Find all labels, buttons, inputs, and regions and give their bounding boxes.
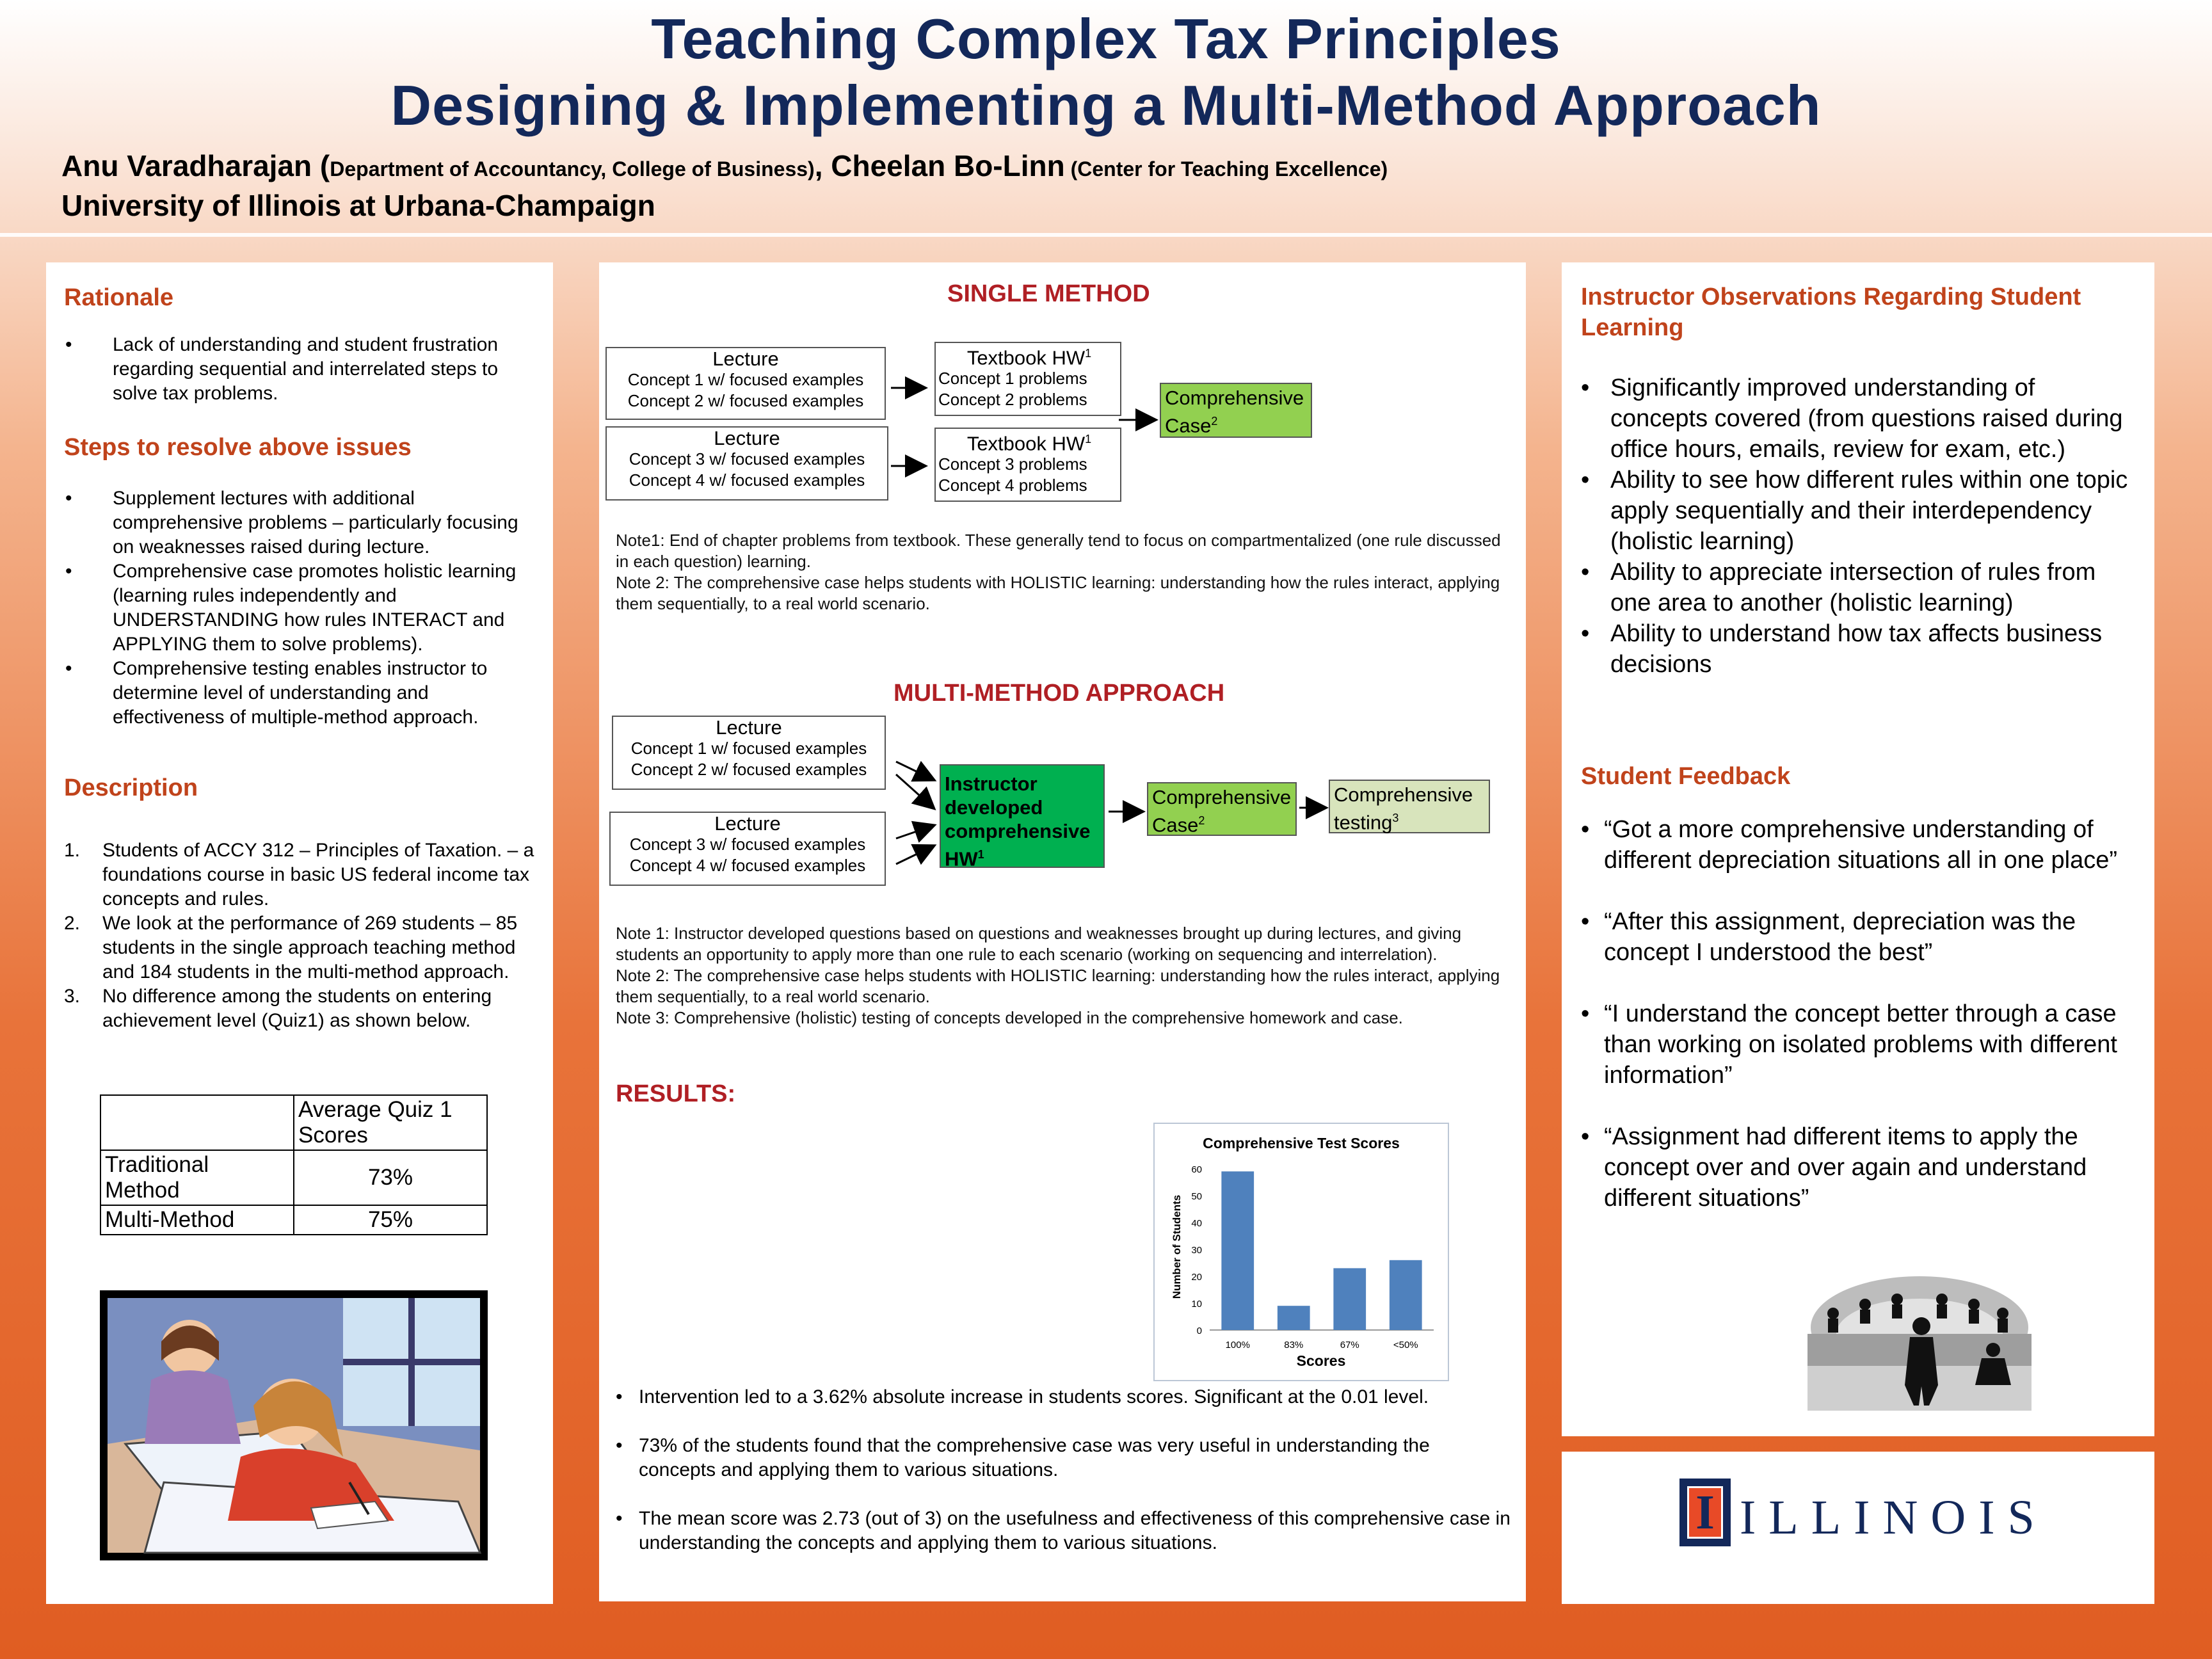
- illinois-wordmark: ILLINOIS: [1740, 1491, 2048, 1544]
- list-item-text: Ability to appreciate intersection of rules from one area to another (holistic learning): [1610, 559, 2096, 616]
- multi-method-notes: [616, 923, 1512, 1029]
- multi-method-heading: MULTI-METHOD APPROACH: [894, 680, 1225, 707]
- box-line: Concept 1 w/ focused examples: [627, 370, 864, 389]
- note-text: Note1: End of chapter problems from textbook. These generally tend to focus on compartmentalized (one rule discussed in each question) learning.: [616, 531, 1501, 571]
- box-title: Lecture: [714, 812, 781, 835]
- result-item: [616, 1385, 1512, 1409]
- list-item-text: We look at the performance of 269 students – 85 students in the single approach teaching method and 184 students in the multi-method approach.: [102, 913, 518, 982]
- textbook-hw-box-2: [934, 428, 1121, 502]
- comprehensive-test-scores-chart: [1153, 1123, 1449, 1381]
- description-item: [64, 838, 538, 911]
- box-title: Lecture: [716, 716, 782, 739]
- step-item: [65, 559, 539, 657]
- authors: [61, 148, 1388, 183]
- illinois-block-i-logo: [1679, 1479, 1731, 1546]
- list-marker: •: [616, 1386, 623, 1407]
- multi-comprehensive-case-box: [1147, 782, 1297, 836]
- list-marker: •: [1581, 559, 1590, 586]
- quiz-row-label: Multi-Method: [100, 1205, 294, 1235]
- footnote-mark: 2: [1198, 814, 1205, 827]
- step-item: [65, 486, 539, 559]
- single-method-heading: SINGLE METHOD: [947, 280, 1150, 307]
- note-text: Note 2: The comprehensive case helps students with HOLISTIC learning: understanding how the rules interact, applying them sequentially, to a real world scenario.: [616, 573, 1500, 613]
- chart-bar: [1221, 1171, 1254, 1330]
- observation-item: [1581, 618, 2138, 680]
- list-marker: •: [1581, 374, 1590, 401]
- quiz-score-table: [100, 1094, 488, 1235]
- box-title: Lecture: [712, 348, 779, 370]
- description-item: [64, 911, 538, 984]
- box-title: Comprehensive Case: [1165, 387, 1304, 437]
- left-panel: [46, 262, 553, 1604]
- quiz-table-empty-cell: [100, 1095, 294, 1150]
- right-panel: [1562, 262, 2154, 1436]
- list-item-text: Supplement lectures with additional comprehensive problems – particularly focusing on weaknesses raised during lecture.: [113, 488, 518, 557]
- note-text: Note 3: Comprehensive (holistic) testing of concepts developed in the comprehensive homework and case.: [616, 1008, 1403, 1027]
- list-marker: •: [616, 1435, 623, 1456]
- box-line: Concept 4 w/ focused examples: [629, 470, 865, 490]
- chart-bar: [1278, 1306, 1310, 1330]
- author-separator: ,: [814, 149, 831, 182]
- steps-heading: Steps to resolve above issues: [64, 434, 412, 461]
- x-tick-label: <50%: [1393, 1340, 1418, 1350]
- box-line: Concept 2 w/ focused examples: [627, 391, 864, 410]
- students-studying-illustration: [100, 1290, 488, 1560]
- logo-panel: [1562, 1452, 2154, 1604]
- box-title: Lecture: [714, 427, 780, 449]
- single-comprehensive-case-box: [1160, 383, 1312, 438]
- list-marker: •: [65, 334, 72, 355]
- box-line: Concept 1 problems: [938, 369, 1087, 389]
- list-marker: •: [1581, 467, 1590, 493]
- list-item-text: Comprehensive testing enables instructor to determine level of understanding and effectiveness of multiple-method approach.: [113, 658, 488, 728]
- list-item-text: Significantly improved understanding of concepts covered (from questions raised during office hours, emails, review for exam, etc.): [1610, 374, 2123, 463]
- rationale-list: [65, 333, 539, 406]
- lecture-hall-illustration: [1807, 1238, 2032, 1411]
- middle-panel: [599, 262, 1526, 1601]
- box-line: Concept 1 w/ focused examples: [630, 739, 867, 758]
- observations-heading: Instructor Observations Regarding Student Learning: [1581, 284, 2081, 341]
- footnote-mark: 2: [1211, 415, 1218, 428]
- textbook-hw-box-1: [934, 342, 1121, 416]
- list-marker: •: [65, 561, 72, 582]
- x-tick-label: 83%: [1284, 1340, 1304, 1350]
- poster-title-line2: Designing & Implementing a Multi-Method Approach: [390, 74, 1822, 137]
- observation-item: [1581, 373, 2138, 465]
- single-lecture-box-2: [605, 426, 888, 501]
- box-line: Concept 4 problems: [938, 476, 1087, 495]
- comprehensive-testing-box: [1329, 780, 1490, 833]
- box-line: Concept 3 w/ focused examples: [629, 449, 865, 469]
- lecture-hall-icon: [1807, 1238, 2032, 1411]
- box-title: Instructor developed comprehensive HW: [945, 773, 1091, 870]
- footnote-mark: 1: [977, 848, 984, 861]
- rationale-item: [65, 333, 539, 406]
- multi-lecture-box-2: [609, 812, 886, 886]
- results-heading: RESULTS:: [616, 1080, 736, 1107]
- feedback-item: [1581, 814, 2138, 876]
- result-item: [616, 1434, 1512, 1482]
- footnote-mark: 1: [1085, 433, 1092, 445]
- box-title: Comprehensive Case: [1152, 786, 1292, 837]
- quiz-row-value: 75%: [294, 1205, 487, 1235]
- result-item: [616, 1507, 1512, 1555]
- list-item-text: Ability to see how different rules within one topic apply sequentially and their interdependency (holistic learning): [1610, 467, 2128, 555]
- box-title: Textbook HW: [966, 432, 1086, 455]
- y-tick-label: 0: [1196, 1326, 1202, 1336]
- y-tick-label: 30: [1191, 1245, 1202, 1256]
- box-line: Concept 2 problems: [938, 390, 1087, 410]
- list-marker: •: [65, 488, 72, 509]
- list-marker: •: [65, 658, 72, 679]
- university: University of Illinois at Urbana-Champaign: [61, 189, 655, 222]
- box-line: Concept 3 w/ focused examples: [629, 835, 866, 854]
- list-item-text: Students of ACCY 312 – Principles of Taxation. – a foundations course in basic US federal income tax concepts and rules.: [102, 840, 534, 910]
- box-line: Concept 4 w/ focused examples: [629, 856, 866, 875]
- list-item-text: “Got a more comprehensive understanding of different depreciation situations all in one place”: [1604, 816, 2118, 874]
- description-heading: Description: [64, 774, 198, 801]
- y-tick-label: 10: [1191, 1299, 1202, 1310]
- list-item-text: Comprehensive case promotes holistic learning (learning rules independently and UNDERSTANDING how rules INTERACT and APPLYING them to solve problems).: [113, 561, 517, 655]
- y-tick-label: 20: [1191, 1272, 1202, 1283]
- list-marker: •: [1581, 816, 1590, 843]
- single-lecture-box-1: [605, 347, 886, 420]
- box-title: Comprehensive testing: [1334, 783, 1473, 834]
- description-list: [64, 838, 538, 1033]
- students-studying-icon: [100, 1290, 488, 1560]
- instructor-hw-box: [940, 764, 1105, 868]
- author2-name: Cheelan Bo-Linn: [831, 149, 1065, 182]
- list-item-text: 73% of the students found that the comprehensive case was very useful in understanding the concepts and applying them to various situations.: [639, 1435, 1430, 1480]
- observation-item: [1581, 465, 2138, 557]
- student-feedback-list: [1581, 814, 2138, 1244]
- quiz-row-value: 73%: [294, 1150, 487, 1205]
- y-tick-label: 40: [1191, 1218, 1202, 1229]
- x-tick-label: 67%: [1340, 1340, 1359, 1350]
- footnote-mark: 3: [1392, 812, 1399, 824]
- list-item-text: “I understand the concept better through a case than working on isolated problems with different information”: [1604, 1000, 2117, 1089]
- note-text: Note 2: The comprehensive case helps students with HOLISTIC learning: understanding how the rules interact, applying them sequentially, to a real world scenario.: [616, 966, 1500, 1006]
- list-marker: •: [616, 1508, 623, 1529]
- list-marker: •: [1581, 1000, 1590, 1027]
- poster-title-line1: Teaching Complex Tax Principles: [651, 7, 1561, 70]
- rationale-heading: Rationale: [64, 284, 174, 311]
- feedback-item: [1581, 998, 2138, 1091]
- list-marker: •: [1581, 620, 1590, 647]
- box-line: Concept 3 problems: [938, 454, 1087, 474]
- feedback-item: [1581, 906, 2138, 968]
- list-marker: 2.: [64, 913, 81, 934]
- observation-item: [1581, 557, 2138, 618]
- list-item-text: “Assignment had different items to apply the concept over and over again and understand different situations”: [1604, 1123, 2087, 1212]
- quiz-row-label: Traditional Method: [100, 1150, 294, 1205]
- multi-lecture-box-1: [612, 716, 886, 790]
- footnote-mark: 1: [1085, 347, 1092, 360]
- single-method-notes: [616, 530, 1512, 614]
- header-divider: [0, 233, 2212, 237]
- list-item-text: “After this assignment, depreciation was the concept I understood the best”: [1604, 908, 2076, 966]
- list-item-text: Lack of understanding and student frustration regarding sequential and interrelated steps to solve tax problems.: [113, 334, 499, 404]
- list-marker: •: [1581, 1123, 1590, 1150]
- chart-y-axis-label: Number of Students: [1171, 1194, 1183, 1299]
- author1-dept: Department of Accountancy, College of Business): [330, 157, 815, 180]
- list-item-text: Ability to understand how tax affects business decisions: [1610, 620, 2103, 678]
- list-marker: 3.: [64, 986, 81, 1007]
- y-tick-label: 50: [1191, 1191, 1202, 1202]
- chart-bar: [1333, 1268, 1366, 1330]
- description-item: [64, 984, 538, 1033]
- bar-chart-svg: [1155, 1124, 1448, 1380]
- box-line: Concept 2 w/ focused examples: [630, 760, 867, 779]
- block-i-letter: I: [1695, 1485, 1715, 1539]
- quiz-table-header: Average Quiz 1 Scores: [294, 1095, 487, 1150]
- x-tick-label: 100%: [1225, 1340, 1250, 1350]
- list-marker: 1.: [64, 840, 81, 861]
- box-title: Textbook HW: [966, 346, 1086, 369]
- y-tick-label: 60: [1191, 1164, 1202, 1175]
- student-feedback-heading: Student Feedback: [1581, 763, 1791, 790]
- results-list: [616, 1385, 1512, 1580]
- step-item: [65, 657, 539, 730]
- chart-bar: [1390, 1260, 1422, 1330]
- author1-name: Anu Varadharajan (: [61, 149, 330, 182]
- list-item-text: No difference among the students on entering achievement level (Quiz1) as shown below.: [102, 986, 492, 1031]
- list-item-text: Intervention led to a 3.62% absolute increase in students scores. Significant at the 0.01 level.: [639, 1386, 1429, 1407]
- author2-dept: (Center for Teaching Excellence): [1064, 157, 1388, 180]
- feedback-item: [1581, 1121, 2138, 1214]
- chart-x-axis-label: Scores: [1296, 1352, 1346, 1369]
- note-text: Note 1: Instructor developed questions based on questions and weaknesses brought up during lectures, and giving students an opportunity to apply more than one rule to each scenario (working on sequencing and interrelation).: [616, 924, 1462, 964]
- list-item-text: The mean score was 2.73 (out of 3) on the usefulness and effectiveness of this comprehensive case in understanding the concepts and applying them to various situations.: [639, 1508, 1511, 1553]
- steps-list: [65, 486, 539, 730]
- observations-list: [1581, 373, 2138, 680]
- list-marker: •: [1581, 908, 1590, 935]
- chart-title: Comprehensive Test Scores: [1203, 1135, 1400, 1151]
